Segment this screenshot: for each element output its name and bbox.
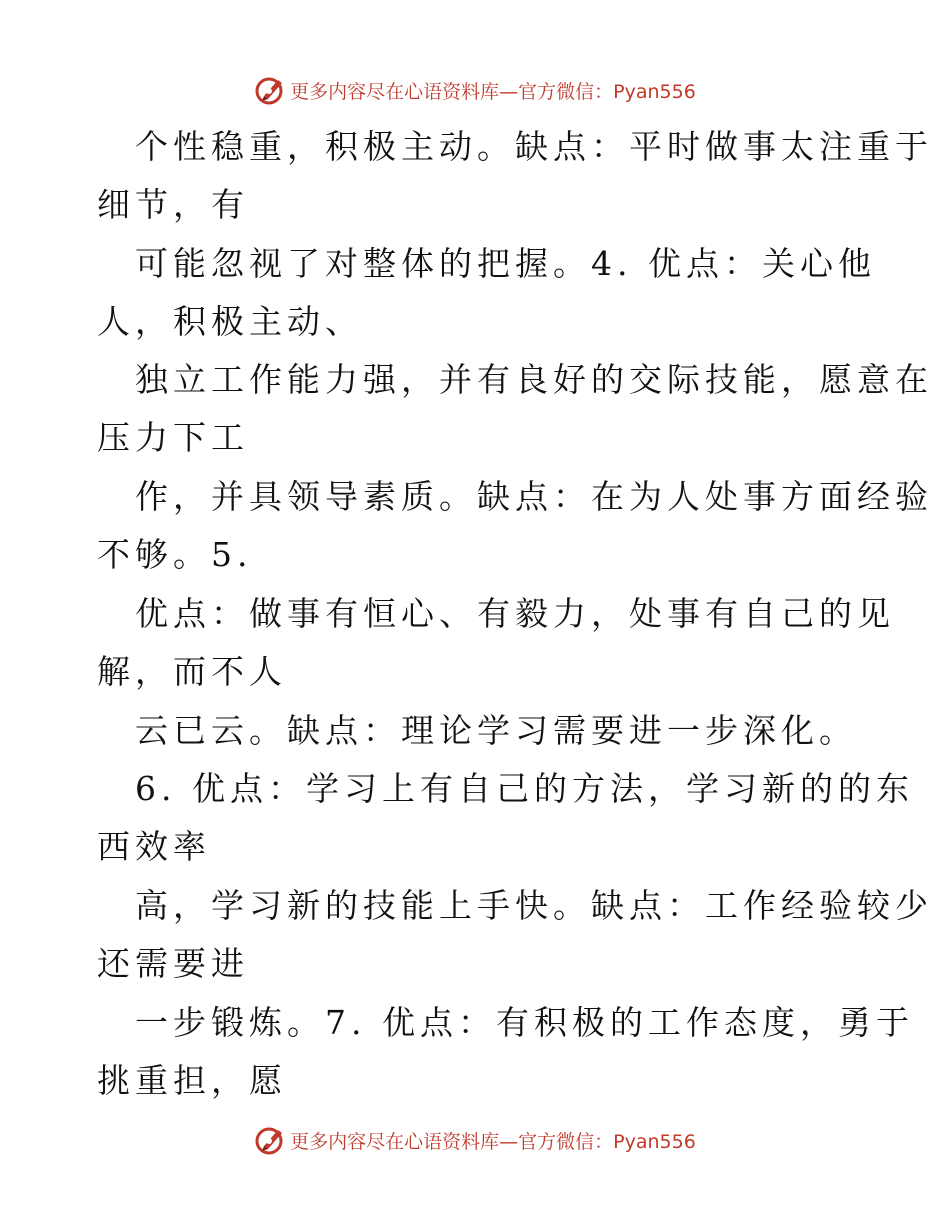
pen-in-circle-logo-icon	[254, 1124, 286, 1156]
text-line: 个性稳重，积极主动。缺点：平时做事太注重于	[135, 127, 933, 166]
text-line: 独立工作能力强，并有良好的交际技能，愿意在	[135, 360, 933, 399]
text-line: 高，学习新的技能上手快。缺点：工作经验较少	[135, 886, 933, 925]
text-line: 细节，有	[97, 185, 249, 224]
text-line: 6. 优点：学习上有自己的方法，学习新的的东	[135, 769, 914, 808]
text-line: 云已云。缺点：理论学习需要进一步深化。	[135, 711, 857, 750]
text-line: 可能忽视了对整体的把握。4. 优点：关心他	[135, 244, 876, 283]
footer-watermark-banner	[0, 1120, 950, 1160]
text-line: 人，积极主动、	[97, 302, 363, 341]
banner-text: 更多内容尽在心语资料库—官方微信：Pyan556	[290, 1130, 696, 1153]
banner-text: 更多内容尽在心语资料库—官方微信：Pyan556	[290, 80, 696, 103]
text-line: 解，而不人	[97, 652, 287, 691]
text-line: 西效率	[97, 827, 211, 866]
text-line: 作，并具领导素质。缺点：在为人处事方面经验	[135, 477, 933, 516]
text-line: 还需要进	[97, 944, 249, 983]
text-line: 挑重担，愿	[97, 1061, 287, 1100]
text-line: 优点：做事有恒心、有毅力，处事有自己的见	[135, 594, 895, 633]
text-line: 一步锻炼。7. 优点：有积极的工作态度，勇于	[135, 1003, 914, 1042]
text-line: 不够。5.	[97, 535, 253, 574]
text-line: 压力下工	[97, 418, 249, 457]
